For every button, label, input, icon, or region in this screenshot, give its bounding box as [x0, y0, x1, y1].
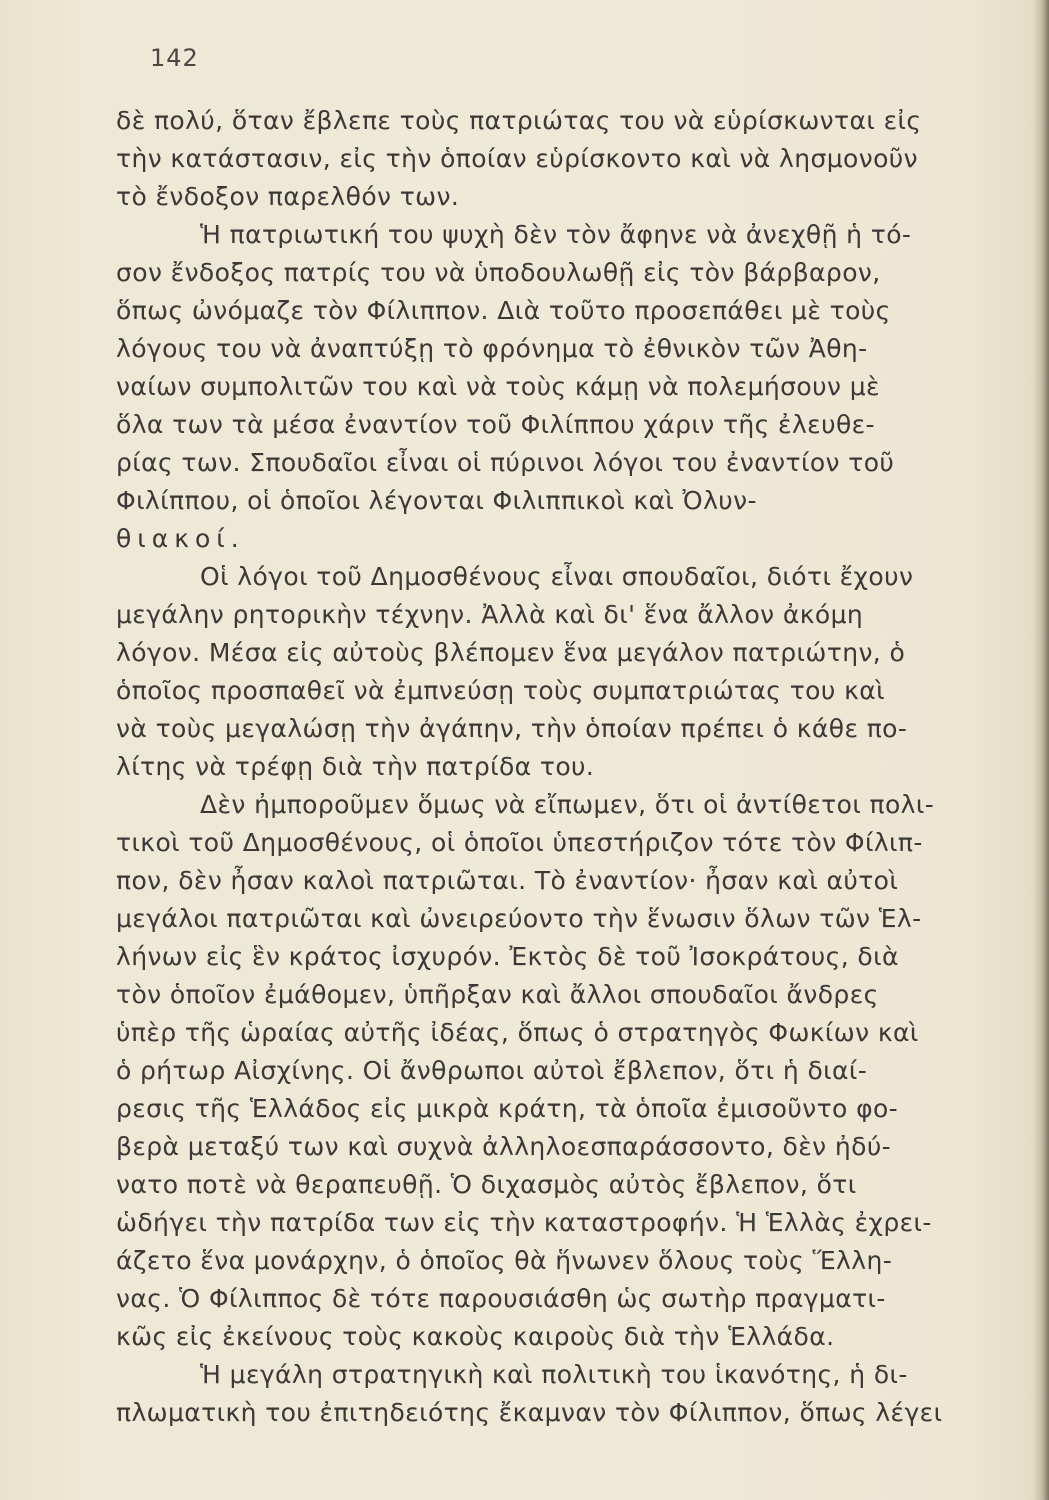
text-line: ὁ ρήτωρ Αἰσχίνης. Οἱ ἄνθρωποι αὐτοὶ ἔβλεπον, ὅτι ἡ διαί- — [116, 1056, 868, 1085]
text-line: ὁποῖος προσπαθεῖ νὰ ἐμπνεύσῃ τοὺς συμπατριώτας του καὶ — [116, 676, 885, 705]
text-line: λίτης νὰ τρέφῃ διὰ τὴν πατρίδα του. — [116, 752, 595, 781]
text-line: ὡδήγει τὴν πατρίδα των εἰς τὴν καταστροφήν. Ἡ Ἑλλὰς ἐχρει- — [116, 1208, 932, 1237]
text-line: άζετο ἕνα μονάρχην, ὁ ὁποῖος θὰ ἥνωνεν ὅλους τοὺς Ἕλλη- — [116, 1246, 893, 1275]
text-line: τικοὶ τοῦ Δημοσθένους, οἱ ὁποῖοι ὑπεστήριζον τότε τὸν Φίλιπ- — [116, 828, 923, 857]
text-line: τὴν κατάστασιν, εἰς τὴν ὁποίαν εὑρίσκοντο καὶ νὰ λησμονοῦν — [116, 144, 919, 173]
page-number: 142 — [150, 44, 199, 72]
text-line: Οἱ λόγοι τοῦ Δημοσθένους εἶναι σπουδαῖοι, διότι ἔχουν — [200, 562, 914, 591]
text-line: ναίων συμπολιτῶν του καὶ νὰ τοὺς κάμῃ νὰ πολεμήσουν μὲ — [116, 372, 880, 401]
text-line: ὑπὲρ τῆς ὡραίας αὐτῆς ἰδέας, ὅπως ὁ στρατηγὸς Φωκίων καὶ — [116, 1018, 919, 1047]
text-line: νας. Ὁ Φίλιππος δὲ τότε παρουσιάσθη ὡς σωτὴρ πραγματι- — [116, 1284, 886, 1313]
text-line: λήνων εἰς ἓν κράτος ἰσχυρόν. Ἐκτὸς δὲ τοῦ Ἰσοκράτους, διὰ — [116, 942, 899, 971]
text-line: μεγάλην ρητορικὴν τέχνην. Ἀλλὰ καὶ δι' ἕνα ἄλλον ἀκόμη — [116, 600, 864, 629]
text-line: τὸ ἔνδοξον παρελθόν των. — [116, 182, 460, 211]
text-line: λόγους του νὰ ἀναπτύξῃ τὸ φρόνημα τὸ ἐθνικὸν τῶν Ἀθη- — [116, 334, 868, 363]
text-line: λόγον. Μέσα εἰς αὐτοὺς βλέπομεν ἕνα μεγάλον πατριώτην, ὁ — [116, 638, 906, 667]
text-line: σον ἔνδοξος πατρίς του νὰ ὑποδουλωθῇ εἰς τὸν βάρβαρον, — [116, 258, 881, 287]
text-line: Ἡ πατριωτική του ψυχὴ δὲν τὸν ἄφηνε νὰ ἀνεχθῇ ἡ τό- — [200, 220, 912, 249]
text-line: ρεσις τῆς Ἑλλάδος εἰς μικρὰ κράτη, τὰ ὁποῖα ἐμισοῦντο φο- — [116, 1094, 899, 1123]
text-line: μεγάλοι πατριῶται καὶ ὠνειρεύοντο τὴν ἕνωσιν ὅλων τῶν Ἑλ- — [116, 904, 922, 933]
text-line: νατο ποτὲ νὰ θεραπευθῇ. Ὁ διχασμὸς αὐτὸς ἔβλεπον, ὅτι — [116, 1170, 857, 1199]
text-line: Φιλίππου, οἱ ὁποῖοι λέγονται Φιλιππικοὶ καὶ Ὀλυν- — [116, 486, 757, 515]
text-line: νὰ τοὺς μεγαλώσῃ τὴν ἀγάπην, τὴν ὁποίαν πρέπει ὁ κάθε πο- — [116, 714, 908, 743]
text-line: τὸν ὁποῖον ἐμάθομεν, ὑπῆρξαν καὶ ἄλλοι σπουδαῖοι ἄνδρες — [116, 980, 879, 1009]
text-line: βερὰ μεταξύ των καὶ συχνὰ ἀλληλοεσπαράσσοντο, δὲν ἠδύ- — [116, 1132, 892, 1161]
text-line: κῶς εἰς ἐκείνους τοὺς κακοὺς καιροὺς διὰ τὴν Ἑλλάδα. — [116, 1322, 835, 1351]
text-line: δὲ πολύ, ὅταν ἔβλεπε τοὺς πατριώτας του νὰ εὑρίσκωνται εἰς — [116, 106, 922, 135]
text-line: ρίας των. Σπουδαῖοι εἶναι οἱ πύρινοι λόγοι του ἐναντίον τοῦ — [116, 448, 895, 477]
text-line: Ἡ μεγάλη στρατηγικὴ καὶ πολιτικὴ του ἱκανότης, ἡ δι- — [200, 1360, 908, 1389]
text-line: Δὲν ἠμποροῦμεν ὅμως νὰ εἴπωμεν, ὅτι οἱ ἀντίθετοι πολι- — [200, 790, 935, 819]
text-line: πλωματικὴ του ἐπιτηδειότης ἔκαμναν τὸν Φίλιππον, ὅπως λέγει — [116, 1398, 943, 1427]
page-edge-shadow — [1033, 0, 1049, 1500]
text-line: πον, δὲν ἦσαν καλοὶ πατριῶται. Τὸ ἐναντίον· ἦσαν καὶ αὐτοὶ — [116, 866, 899, 895]
text-line: ὅλα των τὰ μέσα ἐναντίον τοῦ Φιλίππου χάριν τῆς ἐλευθε- — [116, 410, 875, 439]
text-line: ὅπως ὠνόμαζε τὸν Φίλιππον. Διὰ τοῦτο προσεπάθει μὲ τοὺς — [116, 296, 891, 325]
text-line: θιακοί. — [116, 524, 245, 553]
